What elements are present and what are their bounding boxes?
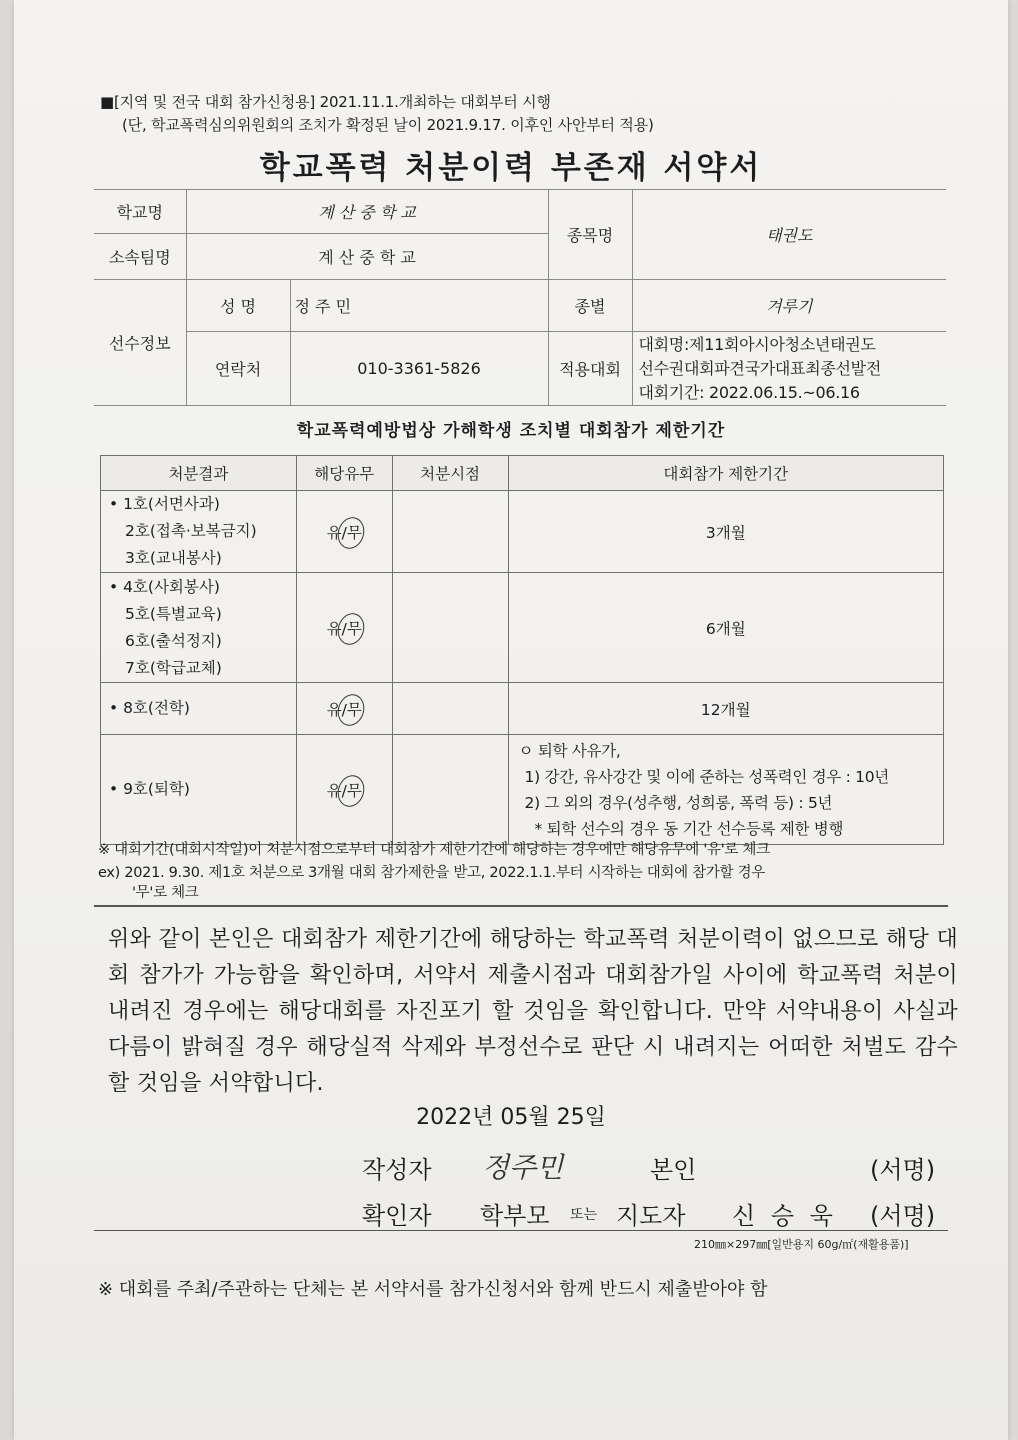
penalty-time[interactable] — [392, 573, 508, 683]
penalty-item: 5호(특별교육) — [125, 604, 222, 623]
sport-label: 종목명 — [548, 190, 632, 280]
competition-name-line1: 대회명:제11회아시아청소년태권도 — [638, 334, 876, 354]
header-time: 처분시점 — [392, 456, 508, 491]
applicable-check[interactable] — [296, 683, 392, 735]
circle-mark-icon — [333, 771, 368, 809]
penalty-period: 6개월 — [508, 573, 943, 683]
document-title: 학교폭력 처분이력 부존재 서약서 — [259, 150, 763, 186]
expulsion-line: * 퇴학 선수의 경우 동 기간 선수등록 제한 병행 — [534, 819, 844, 838]
expulsion-line: 1) 강간, 유사강간 및 이에 준하는 성폭력인 경우 : 10년 — [524, 767, 889, 786]
sport-value: 태권도 — [632, 190, 946, 280]
applicable-check[interactable] — [296, 491, 392, 573]
expulsion-line: 2) 그 외의 경우(성추행, 성희롱, 폭력 등) : 5년 — [524, 793, 833, 812]
penalty-period: 12개월 — [508, 683, 943, 735]
header-note-line2: (단, 학교폭력심의위원회의 조치가 확정된 날이 2021.9.17. 이후인 사안부터 적용) — [122, 116, 654, 134]
table-row — [101, 683, 944, 735]
applicable-check[interactable] — [296, 573, 392, 683]
header-period: 대회참가 제한기간 — [508, 456, 943, 491]
penalty-items — [101, 573, 297, 683]
penalty-item: • 1호(서면사과) — [109, 495, 220, 513]
check-note-3: '무'로 체크 — [132, 885, 199, 901]
penalty-subtitle: 학교폭력예방법상 가해학생 조치별 대회참가 제한기간 — [296, 421, 726, 441]
footer-notice: ※ 대회를 주최/주관하는 단체는 본 서약서를 참가신청서와 함께 반드시 제출받아야 함 — [98, 1279, 768, 1300]
table-row — [101, 735, 944, 845]
header-applicable: 해당유무 — [296, 456, 392, 491]
confirmer-label: 확인자 — [362, 1202, 432, 1230]
divider — [94, 905, 948, 907]
header-note-line1: ■[지역 및 전국 대회 참가신청용] 2021.11.1.개최하는 대회부터 시행 — [100, 93, 551, 111]
writer-label: 작성자 — [362, 1156, 432, 1184]
yes-no-label: 유/무 — [326, 700, 362, 719]
contact-value: 010-3361-5826 — [290, 332, 548, 406]
writer-signature: 정주민 — [482, 1151, 564, 1184]
expulsion-period — [508, 735, 943, 845]
penalty-items — [101, 491, 297, 573]
contact-label: 연락처 — [186, 332, 290, 406]
check-note-2: ex) 2021. 9.30. 제1호 처분으로 3개월 대회 참가제한을 받고, 2022.1.1.부터 시작하는 대회에 참가할 경우 — [98, 865, 765, 881]
penalty-items — [101, 683, 297, 735]
team-value: 계 산 중 학 교 — [186, 234, 548, 280]
coach-seal: (서명) — [870, 1202, 936, 1230]
pledge-date: 2022년 05월 25일 — [416, 1105, 606, 1130]
circle-mark-icon — [333, 690, 368, 728]
self-seal: (서명) — [870, 1156, 936, 1184]
divider — [94, 1230, 948, 1231]
parent-label: 학부모 — [480, 1202, 550, 1230]
applicable-check[interactable] — [296, 735, 392, 845]
name-label: 성 명 — [186, 280, 290, 332]
yes-no-label: 유/무 — [326, 523, 362, 542]
penalty-time[interactable] — [392, 683, 508, 735]
paper-spec: 210㎜×297㎜[일반용지 60g/㎡(재활용품)] — [694, 1238, 909, 1251]
competition-period: 대회기간: 2022.06.15.~06.16 — [638, 382, 860, 402]
table-row — [101, 573, 944, 683]
self-label: 본인 — [650, 1156, 697, 1184]
name-value: 정 주 민 — [290, 280, 548, 332]
penalty-table — [100, 455, 944, 845]
category-label: 종별 — [548, 280, 632, 332]
info-table — [94, 189, 946, 406]
circle-mark-icon — [333, 513, 368, 551]
competition-label: 적용대회 — [548, 332, 632, 406]
penalty-time[interactable] — [392, 735, 508, 845]
penalty-item: 6호(출석정지) — [125, 631, 222, 650]
penalty-item: 7호(학급교체) — [125, 658, 222, 677]
penalty-time[interactable] — [392, 491, 508, 573]
table-row — [101, 491, 944, 573]
penalty-item: 3호(교내봉사) — [125, 549, 222, 567]
check-note-1: ※ 대회기간(대회시작일)이 처분시점으로부터 대회참가 제한기간에 해당하는 경우에만 해당유무에 '유'로 체크 — [98, 842, 770, 858]
or-label: 또는 — [570, 1207, 598, 1223]
penalty-item: • 9호(퇴학) — [109, 780, 190, 798]
penalty-item: • 8호(전학) — [109, 699, 190, 717]
school-value: 계 산 중 학 교 — [186, 190, 548, 234]
yes-no-label: 유/무 — [326, 619, 362, 638]
header-result: 처분결과 — [101, 456, 297, 491]
circle-mark-icon — [333, 609, 368, 647]
competition-name-line2: 선수권대회파견국가대표최종선발전 — [638, 358, 881, 378]
penalty-period: 3개월 — [508, 491, 943, 573]
penalty-item: 2호(접촉·보복금지) — [125, 522, 257, 540]
yes-no-label: 유/무 — [326, 781, 362, 800]
athlete-label: 선수정보 — [94, 280, 186, 406]
team-label: 소속팀명 — [94, 234, 186, 280]
expulsion-line: ㅇ 퇴학 사유가, — [518, 741, 621, 760]
coach-label: 지도자 — [616, 1202, 686, 1230]
penalty-item: • 4호(사회봉사) — [109, 577, 220, 596]
school-label: 학교명 — [94, 190, 186, 234]
category-value: 겨루기 — [632, 280, 946, 332]
competition-value — [632, 332, 946, 406]
coach-name: 신 승 욱 — [732, 1202, 837, 1230]
document-page — [14, 0, 1008, 1440]
pledge-text: 위와 같이 본인은 대회참가 제한기간에 해당하는 학교폭력 처분이력이 없으므로 해당 대회 참가가 가능함을 확인하며, 서약서 제출시점과 대회참가일 사이에 학교폭력 처분이 내려진 경우에는 해당대회를 자진포기 할 것임을 확인합니다. 만약 서약내용이 사실과 다름이 밝혀질 경우 해당실적 삭제와 부정선수로 판단 시 내려지는 어떠한 처벌도 감수할 것임을 서약합니다. — [108, 927, 958, 1096]
penalty-items — [101, 735, 297, 845]
